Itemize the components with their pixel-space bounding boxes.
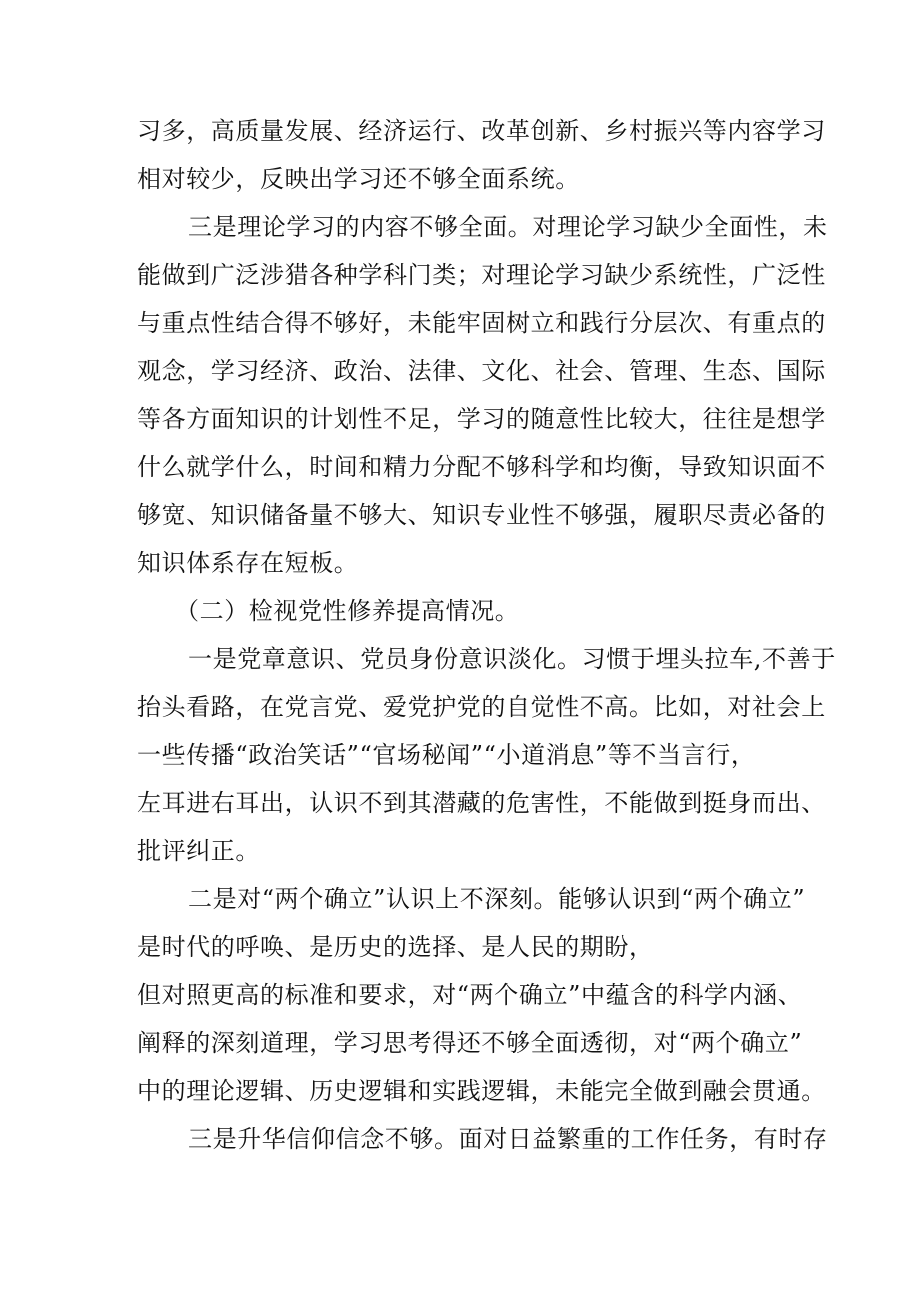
text-line-13: 抬头看路，在党言党、爱党护党的自觉性不高。比如，对社会上 — [137, 693, 826, 721]
text-line-21: 中的理论逻辑、历史逻辑和实践逻辑，未能完全做到融会贯通。 — [137, 1077, 826, 1105]
text-line-12: 一是党章意识、党员身份意识淡化。习惯于埋头拉车,不善于 — [188, 645, 836, 673]
text-line-20: 阐释的深刻道理，学习思考得还不够全面透彻，对“两个确立” — [137, 1029, 803, 1057]
text-line-18: 是时代的呼唤、是历史的选择、是人民的期盼， — [137, 933, 654, 961]
text-line-8: 什么就学什么，时间和精力分配不够科学和均衡，导致知识面不 — [137, 453, 826, 481]
section-heading: （二）检视党性修养提高情况。 — [175, 597, 520, 625]
text-line-6: 观念，学习经济、政治、法律、文化、社会、管理、生态、国际 — [137, 357, 826, 385]
text-line-5: 与重点性结合得不够好，未能牢固树立和践行分层次、有重点的 — [137, 309, 826, 337]
text-line-17: 二是对“两个确立”认识上不深刻。能够认识到“两个确立” — [188, 885, 806, 913]
text-line-9: 够宽、知识储备量不够大、知识专业性不够强，履职尽责必备的 — [137, 501, 826, 529]
text-line-7: 等各方面知识的计划性不足，学习的随意性比较大，往往是想学 — [137, 405, 826, 433]
text-line-2: 相对较少，反映出学习还不够全面系统。 — [137, 165, 580, 193]
text-line-4: 能做到广泛涉猎各种学科门类；对理论学习缺少系统性，广泛性 — [137, 261, 826, 289]
text-line-3: 三是理论学习的内容不够全面。对理论学习缺少全面性，未 — [188, 213, 828, 241]
text-line-15: 左耳进右耳出，认识不到其潜藏的危害性，不能做到挺身而出、 — [137, 789, 826, 817]
text-line-14: 一些传播“政治笑话”“官场秘闻”“小道消息”等不当言行， — [137, 741, 756, 769]
text-line-22: 三是升华信仰信念不够。面对日益繁重的工作任务，有时存 — [188, 1125, 828, 1153]
text-line-1: 习多，高质量发展、经济运行、改革创新、乡村振兴等内容学习 — [137, 117, 826, 145]
text-line-19: 但对照更高的标准和要求，对“两个确立”中蕴含的科学内涵、 — [137, 981, 803, 1009]
text-line-16: 批评纠正。 — [137, 837, 260, 865]
text-line-10: 知识体系存在短板。 — [137, 549, 359, 577]
